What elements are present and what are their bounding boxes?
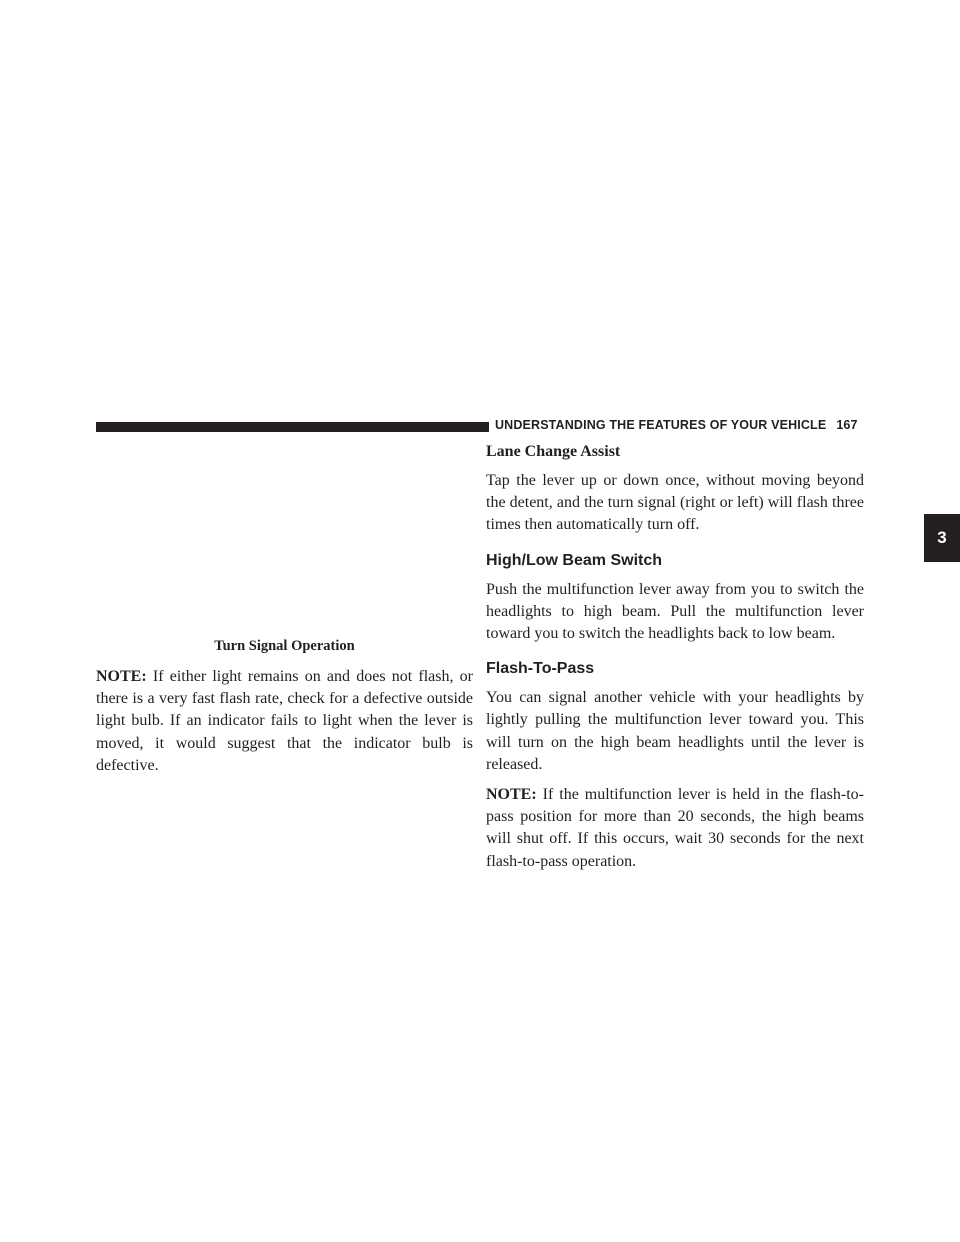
left-column [96, 636, 473, 777]
chapter-tab[interactable]: 3 [924, 514, 960, 562]
running-header [495, 418, 858, 432]
heading-high-low-beam-switch: High/Low Beam Switch [486, 551, 663, 569]
header-rule [96, 422, 489, 432]
flash-to-pass-text: You can signal another vehicle with your headlights by lightly pulling the multifunction lever toward you. This will turn on the high beam headlights until the lever is released. [486, 689, 864, 773]
page-number: 167 [836, 418, 858, 432]
note-text: If either light remains on and does not flash, or there is a very fast flash rate, check for a defective outside light bulb. If an indicator fails to light when the lever is moved, it would suggest that the indicator bulb is defective. [96, 668, 473, 774]
figure-caption: Turn Signal Operation [214, 638, 355, 654]
note-paragraph [96, 666, 473, 777]
note-label: NOTE: [486, 786, 537, 804]
high-low-text: Push the multifunction lever away from you to switch the headlights to high beam. Pull the multifunction lever toward you to switch the headlights back to low beam. [486, 580, 864, 643]
section-title: UNDERSTANDING THE FEATURES OF YOUR VEHICLE [495, 418, 827, 432]
right-column [486, 441, 864, 873]
heading-lane-change-assist: Lane Change Assist [486, 443, 621, 460]
note-text: If the multifunction lever is held in the flash-to-pass position for more than 20 seconds, the high beams will shut off. If this occurs, wait 30 seconds for the next flash-to-pass operation. [486, 786, 865, 870]
flash-to-pass-note [486, 784, 864, 873]
lane-change-text: Tap the lever up or down once, without moving beyond the detent, and the turn signal (right or left) will flash three times then automatically turn off. [486, 472, 864, 534]
heading-flash-to-pass: Flash-To-Pass [486, 660, 595, 678]
note-label: NOTE: [96, 668, 147, 685]
